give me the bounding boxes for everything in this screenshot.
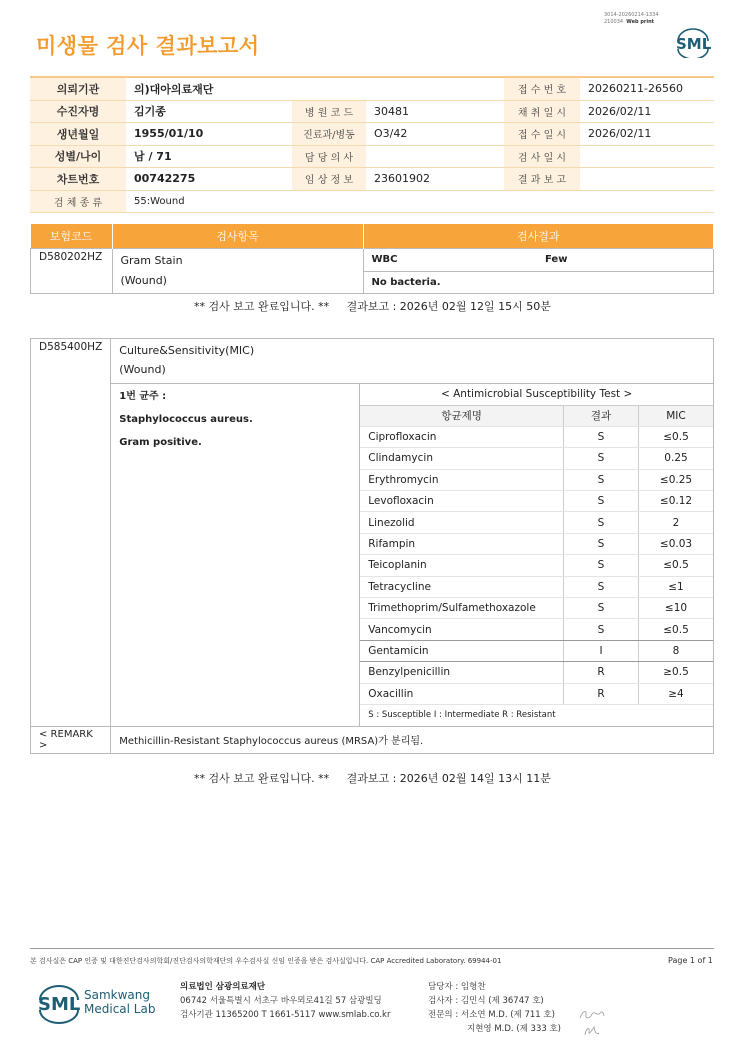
antibiotic-name: Clindamycin [360,448,563,469]
clinical-info: 23601902 [366,168,504,191]
report-title: 미생물 검사 결과보고서 [36,34,260,58]
remark-label: < REMARK > [31,726,111,753]
col-test-item: 검사항목 [112,224,363,249]
ast-row [360,533,713,554]
antibiotic-name: Rifampin [360,533,563,554]
remark: Methicillin-Resistant Staphylococcus aureus (MRSA)가 분리됨. [111,726,714,753]
request-org: 의)대아의료재단 [126,77,504,100]
staff-info [428,980,561,1036]
ast-row [360,683,713,704]
print-code [604,12,659,26]
antibiotic-result: S [564,448,639,469]
ast-row [360,662,713,683]
antibiotic-result: S [564,619,639,640]
test2-report-time: 결과보고 : 2026년 02월 14일 13시 11분 [346,772,551,785]
antibiotic-result: S [564,469,639,490]
ast-legend: S : Susceptible I : Intermediate R : Resistant [360,704,713,726]
dob-label: 생년월일 [30,123,126,146]
ast-row [360,619,713,640]
receipt-date-label: 접 수 일 시 [504,123,580,146]
test1-report-time: 결과보고 : 2026년 02월 12일 15시 50분 [346,300,551,313]
ast-row [360,426,713,447]
test2-item-sub: (Wound) [119,363,166,376]
footer-logo-line2: Medical Lab [84,1002,156,1016]
receipt-no: 20260211-26560 [580,77,714,100]
staff-tester: 검사자 : 김민식 (제 36747 호) [428,996,544,1006]
strain-info [111,383,360,726]
antibiotic-result: I [564,640,639,661]
antibiotic-mic: ≤0.03 [639,533,714,554]
org-address: 06742 서울특별시 서초구 바우뫼로41길 57 삼광빌딩 [180,996,382,1006]
specimen-label: 검 체 종 류 [30,190,126,213]
test1-item: Gram Stain [120,254,183,267]
ast-row [360,448,713,469]
ast-row [360,555,713,576]
antibiotic-mic: ≥0.5 [639,662,714,683]
antibiotic-name: Levofloxacin [360,491,563,512]
antibiotic-name: Tetracycline [360,576,563,597]
sml-logo-text: SML [676,35,712,53]
specimen: 55:Wound [126,190,714,213]
antibiotic-mic: ≤0.5 [639,619,714,640]
print-code-line1: 3014-20260214-1334 [604,12,659,18]
ast-title: < Antimicrobial Susceptibility Test > [360,384,713,406]
test1-item-sub: (Wound) [120,274,167,287]
report-date [580,168,714,191]
antibiotic-name: Vancomycin [360,619,563,640]
web-print-label: Web print [626,19,655,25]
antibiotic-result: S [564,598,639,619]
antibiotic-mic: 2 [639,512,714,533]
page-number: Page 1 of 1 [668,956,713,965]
cert-note: 본 검사실은 CAP 인증 및 대한진단검사의학회/진단검사의학재단의 우수검사실 신임 인증을 받은 검사실입니다. CAP Accredited Laboratory. 69944-01 [30,957,502,965]
org-contact: 검사기관 11365200 T 1661-5117 www.smlab.co.kr [180,1010,391,1020]
sml-logo [674,28,712,58]
wbc-value: Few [537,249,714,272]
org-name: 의료법인 삼광의료재단 [180,982,266,992]
antibiotic-name: Ciprofloxacin [360,426,563,447]
test1-done-text: ** 검사 보고 완료입니다. ** [194,300,330,313]
test2-code: D585400HZ [31,339,111,384]
doctor [366,145,504,168]
col-drug: 항균제명 [360,405,563,426]
receipt-date: 2026/02/11 [580,123,714,146]
gram-stain-table [30,224,714,294]
ast-table [360,384,713,726]
antibiotic-name: Trimethoprim/Sulfamethoxazole [360,598,563,619]
antibiotic-result: R [564,662,639,683]
test2-item: Culture&Sensitivity(MIC) [119,344,255,357]
antibiotic-name: Erythromycin [360,469,563,490]
antibiotic-name: Oxacillin [360,683,563,704]
antibiotic-name: Teicoplanin [360,555,563,576]
dept: O3/42 [366,123,504,146]
test2-done-text: ** 검사 보고 완료입니다. ** [194,772,330,785]
col-mic: MIC [639,405,714,426]
name-label: 수진자명 [30,100,126,123]
signature-1 [578,1008,606,1025]
antibiotic-name: Linezolid [360,512,563,533]
strain-label: 1번 균주 : [119,390,167,402]
test1-complete [194,298,551,314]
request-org-label: 의뢰기관 [30,77,126,100]
antibiotic-mic: ≤1 [639,576,714,597]
col-test-result: 검사결과 [363,224,714,249]
test2-complete [194,770,551,786]
collect-date-label: 채 취 일 시 [504,100,580,123]
clinical-label: 임 상 정 보 [292,168,366,191]
antibiotic-mic: 0.25 [639,448,714,469]
dob: 1955/01/10 [126,123,292,146]
hospital-code-label: 병 원 코 드 [292,100,366,123]
staff-specialist2: 지현영 M.D. (제 333 호) [467,1024,562,1034]
patient-info-table [30,76,714,213]
antibiotic-name: Gentamicin [360,640,563,661]
antibiotic-mic: ≤10 [639,598,714,619]
ast-row [360,469,713,490]
test1-note: No bacteria. [363,271,714,294]
culture-table [30,338,714,754]
antibiotic-mic: ≥4 [639,683,714,704]
col-insurance-code: 보험코드 [31,224,113,249]
hospital-code: 30481 [366,100,504,123]
antibiotic-result: S [564,576,639,597]
ast-row [360,576,713,597]
ast-row [360,512,713,533]
sex-age: 남 / 71 [126,145,292,168]
chart-no-label: 차트번호 [30,168,126,191]
ast-row [360,598,713,619]
test-date [580,145,714,168]
signature-2 [582,1024,602,1041]
report-label: 결 과 보 고 [504,168,580,191]
antibiotic-result: S [564,512,639,533]
wbc-label: WBC [363,249,537,272]
staff-manager: 담당자 : 임형찬 [428,982,486,992]
antibiotic-result: S [564,533,639,554]
col-result: 결과 [564,405,639,426]
antibiotic-mic: ≤0.25 [639,469,714,490]
antibiotic-name: Benzylpenicillin [360,662,563,683]
doctor-label: 담 당 의 사 [292,145,366,168]
antibiotic-result: S [564,555,639,576]
footer-logo-sml: SML [38,994,81,1015]
print-code-line2: 210034 [604,19,624,25]
footer-logo [36,982,176,1026]
antibiotic-result: S [564,426,639,447]
collect-date: 2026/02/11 [580,100,714,123]
chart-no: 00742275 [126,168,292,191]
antibiotic-mic: 8 [639,640,714,661]
receipt-no-label: 접 수 번 호 [504,77,580,100]
footer-logo-line1: Samkwang [84,988,150,1002]
antibiotic-mic: ≤0.5 [639,555,714,576]
test-date-label: 검 사 일 시 [504,145,580,168]
antibiotic-mic: ≤0.12 [639,491,714,512]
antibiotic-result: S [564,491,639,512]
ast-row [360,491,713,512]
staff-specialist1: 전문의 : 서소연 M.D. (제 711 호) [428,1010,555,1020]
organism: Staphylococcus aureus. [119,413,253,425]
patient-name: 김기종 [126,100,292,123]
gram-result: Gram positive. [119,436,202,448]
antibiotic-result: R [564,683,639,704]
ast-row [360,640,713,661]
sex-age-label: 성별/나이 [30,145,126,168]
antibiotic-mic: ≤0.5 [639,426,714,447]
test1-code: D580202HZ [31,249,113,294]
dept-label: 진료과/병동 [292,123,366,146]
org-info [180,980,390,1022]
footer-divider [30,948,714,949]
